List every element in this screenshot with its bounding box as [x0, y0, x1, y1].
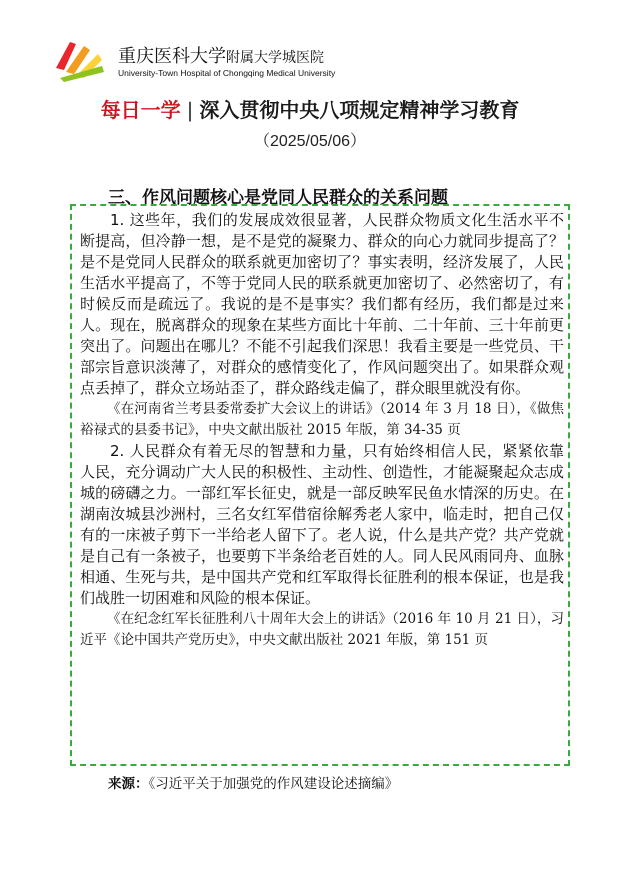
hospital-name-main: 重庆医科大学 [118, 46, 226, 67]
hospital-name-cn [118, 42, 324, 68]
title-main: 深入贯彻中央八项规定精神学习教育 [199, 98, 520, 122]
source-line [108, 772, 398, 792]
hospital-subname: 附属大学城医院 [226, 50, 324, 66]
hospital-header [52, 36, 352, 86]
hospital-logo-icon [52, 38, 110, 84]
citation-2: 《在纪念红军长征胜利八十周年大会上的讲话》（2016 年 10 月 21 日），习近平《论中国共产党历史》，中央文献出版社 2021 年版，第 151 页 [80, 611, 564, 648]
title-prefix: 每日一学 [100, 98, 181, 122]
page-date: （2025/05/06） [253, 133, 367, 150]
content-body [80, 210, 564, 651]
title-separator: | [186, 98, 194, 122]
paragraph-1: 1. 这些年，我们的发展成效很显著，人民群众物质文化生活水平不断提高，但冷静一想，是不是党的凝聚力、群众的向心力就同步提高了？是不是党同人民群众的联系就更加密切了？事实表明，经济发展了，人民生活水平提高了，不等于党同人民的联系就更加密切了、必然密切了，有时候反而是疏远了。我说的是不是事实？我们都有经历，我们都是过来人。现在，脱离群众的现象在某些方面比十年前、二十年前、三十年前更突出了。问题出在哪儿？不能不引起我们深思！我看主要是一些党员、干部宗旨意识淡薄了，对群众的感情变化了，作风问题突出了。如果群众观点丢掉了，群众立场站歪了，群众路线走偏了，群众眼里就没有你。 [80, 211, 564, 397]
hospital-name-en: University-Town Hospital of Chongqing Medical University [118, 68, 336, 78]
section-heading: 三、作风问题核心是党同人民群众的关系问题 [108, 188, 448, 208]
source-label: 来源： [108, 776, 149, 792]
citation-1: 《在河南省兰考县委常委扩大会议上的讲话》（2014 年 3 月 18 日），《做焦裕禄式的县委书记》，中央文献出版社 2015 年版，第 34-35 页 [80, 401, 564, 438]
paragraph-2: 2. 人民群众有着无尽的智慧和力量，只有始终相信人民，紧紧依靠人民，充分调动广大人民的积极性、主动性、创造性，才能凝聚起众志成城的磅礴之力。一部红军长征史，就是一部反映军民鱼水情深的历史。在湖南汝城县沙洲村，三名女红军借宿徐解秀老人家中，临走时，把自己仅有的一床被子剪下一半给老人留下了。老人说，什么是共产党？共产党就是自己有一条被子，也要剪下半条给老百姓的人。同人民风雨同舟、血脉相通、生死与共，是中国共产党和红军取得长征胜利的根本保证，也是我们战胜一切困难和风险的根本保证。 [80, 442, 564, 607]
page-title [0, 94, 620, 123]
source-text: 《习近平关于加强党的作风建设论述摘编》 [148, 776, 399, 792]
